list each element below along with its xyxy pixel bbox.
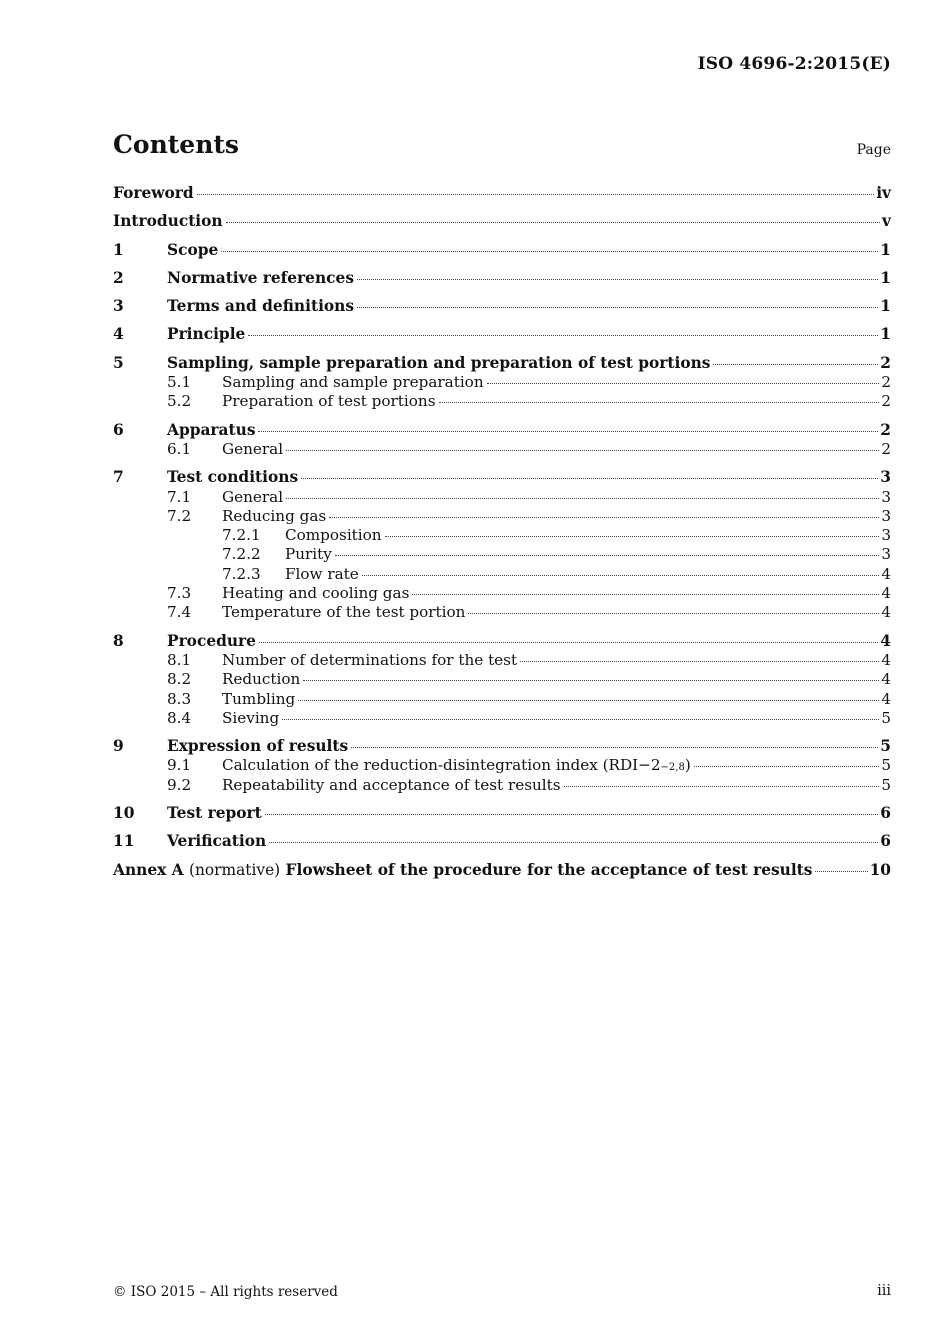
dot-leader (335, 555, 880, 556)
toc-entry-title: Procedure (167, 631, 256, 650)
toc-entry-title: Number of determinations for the test (222, 650, 518, 669)
toc-entry-title: Reducing gas (222, 506, 327, 525)
toc-entry-title: Sampling, sample preparation and preparation of test portions (167, 353, 711, 372)
toc-entry-page: 1 (880, 268, 891, 287)
toc-entry-title: Terms and definitions (167, 297, 355, 316)
dot-leader (329, 517, 879, 518)
footer-page-number: iii (877, 1283, 891, 1299)
dot-leader (694, 766, 880, 767)
toc-entry-page: 2 (880, 353, 891, 372)
dot-leader (520, 661, 879, 662)
toc-entry[interactable] (113, 440, 891, 459)
toc-entry-page: 2 (880, 420, 891, 439)
toc-entry[interactable]: 9.1 Calculation of the reduction-disintegration index (RDI−2 −2,8 ) 5 (167, 756, 891, 775)
dot-leader (286, 450, 879, 451)
dot-leader (468, 613, 879, 614)
toc-entry-title: Preparation of test portions (222, 392, 436, 411)
toc-entry-number: 6.1 (167, 439, 192, 458)
dot-leader (197, 194, 875, 195)
toc-entry-title: Composition (285, 526, 382, 545)
toc-entry-title: Test conditions (167, 468, 299, 487)
toc-entry-title: Heating and cooling gas (222, 584, 410, 603)
dot-leader (357, 279, 878, 280)
toc-entry-title: Test report (167, 804, 262, 823)
toc-entry-number: 9.2 (167, 775, 192, 794)
dot-leader (439, 402, 880, 403)
toc-entry-page: 1 (880, 325, 891, 344)
toc-entry-number: 7.2 (167, 506, 192, 525)
toc-entry-title: Tumbling (222, 689, 296, 708)
dot-leader (298, 700, 879, 701)
toc-entry-page: 4 (880, 631, 891, 650)
toc-entry[interactable] (113, 651, 891, 670)
toc-entry-page: v (882, 212, 891, 231)
toc-entry-title: Sieving (222, 708, 280, 727)
toc-entry[interactable] (113, 709, 891, 728)
dot-leader (362, 575, 880, 576)
dot-leader (357, 307, 878, 308)
toc-entry-page: 4 (881, 670, 891, 689)
toc-entry-number: 8.3 (167, 689, 192, 708)
toc-entry[interactable] (113, 584, 891, 603)
toc-entry[interactable] (113, 545, 891, 564)
toc-entry-page: 2 (881, 373, 891, 392)
toc-entry-number: 7.3 (167, 584, 192, 603)
toc-entry[interactable] (113, 804, 891, 823)
toc-entry[interactable] (113, 241, 891, 260)
toc-entry-title: Reduction (222, 670, 301, 689)
annex-label: Annex A (113, 860, 184, 879)
toc-entry-number: 8.4 (167, 708, 192, 727)
toc-entry-page: 3 (881, 487, 891, 506)
toc-entry[interactable] (113, 526, 891, 545)
dot-leader (286, 498, 879, 499)
dot-leader (815, 871, 867, 872)
toc-entry[interactable] (113, 832, 891, 851)
toc-entry-number: 8.2 (167, 670, 192, 689)
toc-entry[interactable] (113, 632, 891, 651)
toc-entry-page: 4 (881, 584, 891, 603)
toc-entry-title: Expression of results (167, 737, 349, 756)
toc-entry[interactable] (113, 468, 891, 487)
toc-entry-number: 9 (113, 737, 124, 756)
toc-entry-number: 5 (113, 353, 124, 372)
footer-copyright: © ISO 2015 – All rights reserved (113, 1284, 338, 1300)
dot-leader (713, 364, 878, 365)
dot-leader (303, 680, 879, 681)
toc-entry-title: Calculation of the reduction-disintegration index (RDI−2 (222, 756, 661, 775)
toc-entry-number: 1 (113, 240, 124, 259)
toc-entry[interactable] (113, 737, 891, 756)
toc-entry-title: General (222, 487, 284, 506)
dot-leader (265, 814, 879, 815)
toc-entry-title: Apparatus (167, 420, 256, 439)
toc-entry-title: Foreword (113, 184, 194, 202)
dot-leader (564, 786, 880, 787)
table-of-contents (113, 184, 891, 880)
toc-entry[interactable] (113, 373, 891, 392)
dot-leader (248, 335, 878, 336)
toc-entry-number: 6 (113, 420, 124, 439)
toc-entry-number: 7.4 (167, 603, 192, 622)
toc-entry-title: Normative references (167, 268, 354, 287)
dot-leader (487, 383, 880, 384)
toc-entry-title-suffix: ) (684, 756, 691, 775)
toc-annex-entry[interactable] (113, 861, 891, 880)
toc-entry-title: Introduction (113, 212, 223, 231)
document-id: ISO 4696-2:2015(E) (697, 54, 891, 74)
toc-entry[interactable] (113, 488, 891, 507)
toc-entry-title: Sampling and sample preparation (222, 373, 484, 392)
dot-leader (385, 536, 880, 537)
toc-entry-page: 1 (880, 240, 891, 259)
toc-entry-page: 4 (881, 603, 891, 622)
toc-entry-number: 4 (113, 325, 124, 344)
toc-entry[interactable] (113, 776, 891, 795)
toc-entry-page: 3 (881, 506, 891, 525)
toc-entry-page: 3 (881, 545, 891, 564)
toc-entry-page: 2 (881, 439, 891, 458)
toc-entry-number: 7.2.1 (222, 526, 261, 545)
toc-entry[interactable] (113, 325, 891, 344)
toc-entry-title: Flow rate (285, 564, 359, 583)
dot-leader (269, 842, 878, 843)
toc-entry[interactable] (113, 212, 891, 231)
toc-entry-page: 4 (881, 650, 891, 669)
toc-entry-number: 7.1 (167, 487, 192, 506)
dot-leader (226, 222, 880, 223)
toc-entry[interactable] (113, 392, 891, 411)
toc-entry-title: Repeatability and acceptance of test results (222, 775, 561, 794)
toc-entry-number: 7 (113, 468, 124, 487)
toc-entry[interactable] (113, 354, 891, 373)
dot-leader (301, 478, 878, 479)
toc-entry[interactable] (113, 269, 891, 288)
dot-leader (259, 642, 878, 643)
toc-entry-number: 5.1 (167, 373, 192, 392)
toc-entry[interactable] (113, 507, 891, 526)
dot-leader (258, 431, 878, 432)
dot-leader (412, 594, 879, 595)
toc-entry-number: 10 (113, 804, 135, 823)
dot-leader (221, 251, 878, 252)
toc-entry[interactable] (113, 690, 891, 709)
toc-entry-number: 2 (113, 268, 124, 287)
toc-entry-title: General (222, 439, 284, 458)
page-column-label: Page (856, 142, 891, 158)
toc-entry-number: 11 (113, 832, 135, 851)
toc-entry-page: 3 (880, 468, 891, 487)
toc-entry[interactable] (113, 297, 891, 316)
annex-status: (normative) (188, 860, 281, 879)
toc-entry-number: 3 (113, 297, 124, 316)
toc-entry-number: 5.2 (167, 392, 192, 411)
toc-entry-page: 5 (881, 708, 891, 727)
toc-entry-page: 6 (880, 832, 891, 851)
toc-entry-number: 9.1 (167, 756, 192, 775)
toc-entry-page: 4 (881, 689, 891, 708)
toc-entry-number: 8.1 (167, 650, 192, 669)
toc-entry-number: 7.2.3 (222, 564, 261, 583)
toc-entry-page: 5 (881, 775, 891, 794)
toc-entry-title: Verification (167, 832, 267, 851)
toc-entry-page: 5 (881, 756, 891, 775)
toc-entry-page: 4 (881, 564, 891, 583)
toc-entry-title: Purity (285, 545, 332, 564)
toc-entry-title: Principle (167, 325, 246, 344)
toc-entry[interactable] (113, 670, 891, 689)
toc-entry-page: 2 (881, 392, 891, 411)
toc-entry-number: 7.2.2 (222, 545, 261, 564)
contents-title: Contents (113, 130, 240, 159)
annex-title: Flowsheet of the procedure for the acceptance of test results (285, 860, 813, 879)
toc-entry-page: 3 (881, 526, 891, 545)
toc-entry-page: 1 (880, 297, 891, 316)
dot-leader (282, 719, 879, 720)
toc-entry-page: iv (876, 184, 891, 202)
toc-entry[interactable] (113, 421, 891, 440)
toc-entry-page: 6 (880, 804, 891, 823)
toc-entry-number: 8 (113, 631, 124, 650)
dot-leader (351, 747, 878, 748)
toc-entry-page: 5 (880, 737, 891, 756)
toc-entry[interactable] (113, 565, 891, 584)
toc-entry-title: Temperature of the test portion (222, 603, 466, 622)
toc-entry-title: Scope (167, 240, 219, 259)
annex-page: 10 (869, 860, 891, 879)
toc-entry[interactable] (113, 603, 891, 622)
toc-entry[interactable] (113, 184, 891, 203)
